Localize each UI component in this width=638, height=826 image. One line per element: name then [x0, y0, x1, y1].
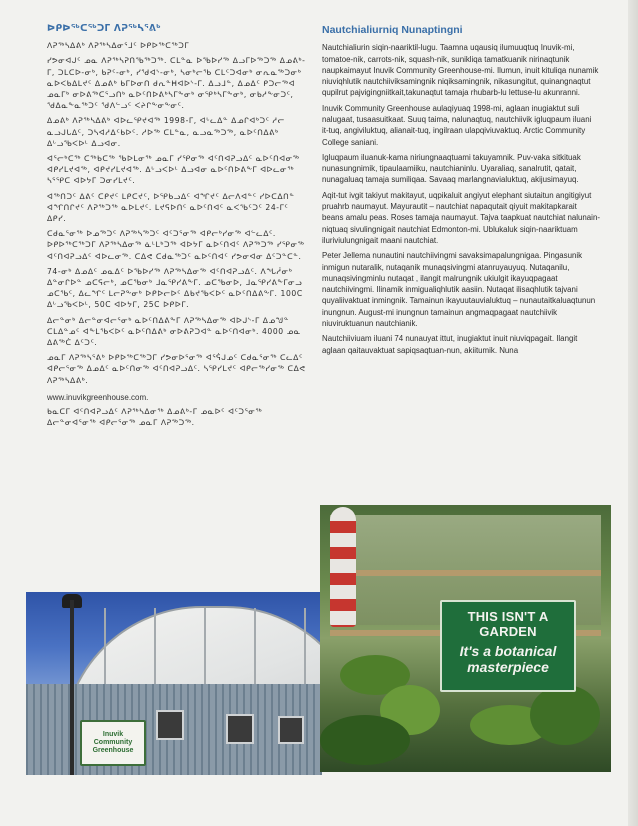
left-paragraph-0: ᐱᕈᖅᓴᐃᕕᒃ ᐱᕈᖅᓴᐃᓂᕐᒧᑦ ᐅᑭᐅᖅᑕᖅᑐᒥ: [47, 41, 190, 51]
leaf-shape: [530, 685, 600, 745]
right-column: [322, 25, 600, 360]
left-column: [47, 24, 309, 433]
garden-sign-line: It's a botanical: [459, 643, 557, 659]
garden-sign-line: masterpiece: [467, 659, 549, 675]
garden-sign: [440, 600, 576, 692]
greenhouse-sign-line: Inuvik: [102, 731, 124, 738]
page-edge: [628, 0, 638, 826]
greenhouse-photo: [26, 592, 322, 775]
left-column-title: ᐅᑭᐅᖅᑕᖅᑐᒥ ᐱᕈᖅᓴᕐᕕᒃ: [47, 24, 161, 34]
striped-post: [330, 507, 356, 627]
leaf-shape: [320, 715, 410, 765]
right-paragraph-5: Nautchiiviuam iluani 74 nunauyat ittut, inugiaktut inuit niuviqpagait. Ilangit aglaan qaitauvaktuat sapiqsaqtuan-nun, akiitumik. Nuna: [322, 334, 578, 355]
right-column-title: Nautchialiurniq Nunaptingni: [322, 24, 463, 36]
right-paragraph-1: Inuvik Community Greenhouse aulaqiyuaq 1998-mi, aglaan inugiaktut suli nalugaat, tusaasuitkaat. Suuq taima, nalunaqtuq, nautchiivik igluqpaum iluani it-tuq, angiviluktuq, alianait-tuq, ingilraan ulapqiviuvaktuq. Arctic Community College saniani.: [322, 103, 592, 147]
right-paragraph-0: Nautchialiurin siqin-naariktil-lugu. Taamna uqausiq ilumuuqtuq Inuvik-mi, tomatoe-nik, carrots-nik, squash-nik, sunikliqa tamatkuanik nirinaqtunik naupkaimayut Inuvik Community Greenhouse-mi. Ilumun, inuit kituliqa nunamik niuviqhlutik nautchiiviksamingnik niqiksamingnik, nikasungitut, quinangnaqtut qupilrut pajvigingniitkait,takunaqtut tamaja rhubarb-lu lettuse-lu akunranni.: [322, 43, 599, 98]
right-paragraph-3: Aqit-tut ivgit takiyut makitayut, uqpikaluit angiyut elephant siutaitun angitigiyut pruahrb naumayut. Mayurautit – nautchiat napaqutait qiyuit makitapkarait beans amalu peas. Roses tamaja naumayut. Tajva taapkuat nautchiat nalunain-niqtuaq sivulingnigait nautchiat Edmonton-mi. Ublukaluk siqin-naariktuam iluriviulungnigait maani nautchiat.: [322, 190, 600, 245]
garden-photo: [320, 505, 611, 772]
left-paragraph-4: ᐊᖅᑎᑐᑦ ᐃᕕᑦ ᑕᑭᔪᑦ ᒪᑭᑕᔪᑦ, ᐅᕿᑲᓗᐃᑦ ᐊᖏᔪᑦ ᐃᓕᐱᐊᓐᑦ ᓯᐅᑕᐃᑎᓐ ᐊᖏᑎᒋᔪᑦ ᐱᕈᖅᑐᖅ ᓇᐅᒪᔪᑦ. ᒪᔪᕋᐅᑎᑦ ᓇᐅᑦᑎᐊᑦ ᓇᐸᖃᑦᑐᑦ 24-ᒥᑦ ᐃᑭᓯ.: [47, 191, 295, 224]
lamp-post: [70, 600, 74, 775]
right-paragraph-2: Igluqpaum iluanuk-kama niriungnaaqtuami takuyamnik. Puv-vaka sitkituak nunasungnimik, tipaulaamiiku, nautchianinlu. Uyaraliaq, sanalrutit, qatait, nunagaluaq tamaja sumiliqaa. Savaaq marlangnavialuktuq, akijusimayuq.: [322, 152, 581, 185]
garden-beam: [330, 570, 601, 576]
website-link[interactable]: www.inuvikgreenhouse.com.: [47, 392, 149, 402]
greenhouse-sign-line: Community: [93, 739, 133, 746]
left-closing: ᑲᓇᑕᒥ ᐊᑦᑎᐊᕈᓗᐃᑦ ᐱᕈᖅᓴᐃᓂᖅ ᐃᓄᕕᒃ-ᒥ ᓄᓇᐅᑦ ᐊᑦᑐᕐᓂᖅ ᐃᓕᓐᓂᐊᕐᓂᖅ ᐊᑭᓕᕐᓂᖅ ᓄᓇᒥ ᐱᕈᖅᑐᖅ.: [47, 407, 263, 428]
left-paragraph-5: ᑕᑯᓇᕐᓂᖅ ᐅᓄᖅᑐᑦ ᐱᕈᖅᓴᖅᑐᑦ ᐊᑦᑐᕐᓂᖅ ᐊᑭᓕᒃᓯᓂᖅ ᐊᓪᓚᐃᑦ. ᐅᑭᐅᖅᑕᖅᑐᒥ ᐱᕈᖅᓴᐃᓂᖅ ᓈᒻᒪᒃᑐᖅ ᐊᐅᔭᒥ ᓇᐅᑦᑎᐊᑦ ᐱᕈᖅᑐᖅ ᓯᕿᓂᖅ ᐊᑦᑎᐊᕈᓗᐃᑦ ᐊᐅᓚᓂᖅ. ᑕᐃᕙ ᑕᑯᓇᖅᑐᑦ ᓇᐅᑦᑎᐊᑦ ᓯᕗᓂᐊᓂ ᐃᑦᑐᓐᑕᓐ.: [47, 229, 305, 261]
greenhouse-sign-line: Greenhouse: [92, 747, 134, 754]
greenhouse-window: [278, 716, 304, 744]
greenhouse-window: [156, 710, 184, 740]
right-paragraph-4: Peter Jellema nunautini nautchiivingmi savaksimapalungnigaa. Pingasunik inmigun nutaralik, nutaqanik munaqsivingmi atanruyauyuq. Nutaqanilu, munaqsivingminlu nutaqat , ilangit malrungnik ukiulgit ikayuqpagaat nautchiivingmi. Ilinamik inmigualiqhlutik aasiin. Nutaqat ilisaqhlutik tajvani quyaliivaktuat inmingnik. Tamainun ikayuutauvialuktuq – nunautaitkaluaqtunun inungnun. August-mi inungnun tamainun angmaqpagaat nautchiivik niuviruktuanun nautchianik.: [322, 251, 596, 329]
left-paragraph-1: ᓯᕗᓂᐊᒍᑦ ᓄᓇ ᐱᕈᖅᓴᕈᑎᖃᖅᑐᖅ. ᑕᒪᓐᓇ ᐅᖃᐅᓯᖅ ᐃᓗᒥᐅᖅᑐᖅ ᐃᓄᕕᒃ-ᒥ, ᑐᒪᑕᐅ-ᓂᒃ, ᑲᕈᑦ-ᓂᒃ, ᓯᖁᐊᔅ-ᓂᒃ, ᓴᓂᒃᓕᖃ ᑕᒪᑦᑐᐊᓂᒃ ᓂᕆᓇᖅᑐᓂᒃ ᓇᐅᐸᑲᐃᒪᔪᑦ ᐃᓄᕕᒃ ᑲᒥᐅᓂᑎ ᑯᕆᓐᕼᐊᐅᔅ-ᒥ. ᐃᓗᒧᓐ, ᐃᓄᐃᑦ ᑭᑐᓕᖅᐊ ᓄᓇᒥᒃ ᓂᐅᕕᖅᑕᕐᓗᑎᒃ ᓇᐅᑦᑎᐅᕕᒃᓴᒥᖕᓂᒃ ᓂᕿᒃᓴᒥᖕᓂᒃ, ᓂᑲᓱᖕᓂᑐᑦ, ᖁᐃᓇᖕᓇᖅᑐᑦ ᖁᐱᓪᓗᑦ ᐸᔨᒋᖕᓂᖕᓂᑦ.: [47, 56, 306, 111]
left-paragraph-2: ᐃᓄᕕᒃ ᐱᕈᖅᓴᐃᕕᒃ ᐊᐅᓚᕿᔪᐊᖅ 1998-ᒥ, ᐊᒡᓚᐃᓐ ᐃᓄᒋᐊᒃᑐᑦ ᓱᓕ ᓇᓗᒍᒐᐃᑦ, ᑐᓴᐊᓱᐃᑦᑲᐅᑦ. ᓱᐅᖅ ᑕᒪᓐᓇ, ᓇᓗᓇᖅᑐᖅ, ᓇᐅᑦᑎᐃᕕᒃ ᐃᒡᓗᖃᐸᐅᒻ ᐃᓗᐊᓂ.: [47, 116, 285, 148]
left-paragraph-3: ᐊᕐᓕᒃᑕᖅ ᑕᖅᑲᑕᖅ ᖃᐅᒪᓂᖅ ᓄᓇᒥ ᓯᕿᓂᖅ ᐊᑦᑎᐊᕈᓗᐃᑦ ᓇᐅᑦᑎᐊᓂᖅ ᐊᑭᓯᒪᔪᐊᖅ, ᐊᑭᔪᓯᒪᔪᐊᖅ. ᐃᒡᓗᐸᐅᒻ ᐃᓗᐊᓂ ᓇᐅᑦᑎᐅᕕᖕᒥ ᐊᐅᓚᓂᖅ ᓴᕐᕿᑕ ᐊᐅᔭᒥ ᑐᓂᓯᒪᔪᑦ.: [47, 154, 300, 186]
left-paragraph-7: ᐃᓕᓐᓂᒃ ᐃᓕᓐᓂᐊᓕᕐᓂᒃ ᓇᐅᑦᑎᐃᕕᖕᒥ ᐱᕈᖅᓴᐃᓂᖅ ᐊᐅᒍᔅ-ᒥ ᐃᓄᖑᓐ ᑕᒪᐃᓐᓄᑦ ᐊᖕᒪᖃᐸᐅᑦ ᓇᐅᑦᑎᐃᕕᒃ ᓂᐅᕕᕈᑐᐊᓐ ᓇᐅᑦᑎᐊᓂᒃ. 4000 ᓄᓇ ᐃᕕᖅᑖ ᐃᑦᑐᑦ.: [47, 315, 301, 348]
left-paragraph-8: ᓄᓇᒥ ᐱᕈᖅᓴᕐᕕᒃ ᐅᑭᐅᖅᑕᖅᑐᒥ ᓯᕗᓂᐅᕐᓂᖅ ᐊᕐᕌᒍᓄᑦ ᑕᑯᓇᕐᓂᖅ ᑕᓚᐃᑦ ᐊᑭᓕᕐᓂᖅ ᐃᓄᐃᑦ ᓇᐅᑦᑎᓂᖅ ᐊᑦᑎᐊᕈᓗᐃᑦ. ᓴᕿᓯᒪᔪᑦ ᐊᑭᓕᖅᓯᓂᖅ ᑕᐃᕙ ᐱᕈᖅᓴᐃᕕᒃ.: [47, 353, 306, 385]
garden-sign-line: THIS ISN'T A GARDEN: [467, 609, 549, 639]
left-paragraph-6: 74-ᓂᒃ ᐃᓄᐃᑦ ᓄᓇᐃᑦ ᐅᖃᐅᓯᖅ ᐱᕈᖅᓴᐃᓂᖅ ᐊᑦᑎᐊᕈᓗᐃᑦ. ᐱᖓᓲᓂᒃ ᐃᓐᓂᒋᐅᓐ ᓄᑕᕋᓕᒃ, ᓄᑕᖃᓂᒃ ᒧᓇᕿᓯᕕᖕᒥ. ᓄᑕᖃᓂᐅ, ᒧᓇᕿᓯᕕᖕᒥᓂᓗ ᓄᑕᖃᑦ, ᐃᓚᖏᑦ ᒪᓕᕈᖕᓂᒃ ᐅᑭᐅᓕᐅᑦ ᐃᑲᔪᖃᐸᐅᑦ ᓇᐅᑦᑎᐃᕕᖕᒥ. 100C ᐃᒡᓗᖃᐸᐅᒻ, 50C ᐊᐅᔭᒥ, 25C ᐅᑭᐅᒥ.: [47, 266, 303, 310]
greenhouse-window: [226, 714, 254, 744]
greenhouse-sign: [80, 720, 146, 766]
